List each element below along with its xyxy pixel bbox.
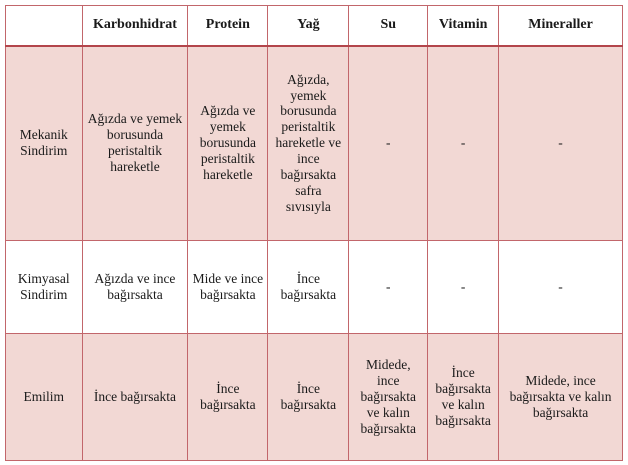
table-row [6,334,623,461]
table-row [6,241,623,334]
cell-kimyasal-yag: İnce bağırsakta [268,241,349,334]
row-label-kimyasal-sindirim: Kimyasal Sindirim [6,241,83,334]
cell-kimyasal-karbonhidrat: Ağızda ve ince bağırsakta [82,241,188,334]
row-label-emilim: Emilim [6,334,83,461]
cell-mekanik-karbonhidrat: Ağızda ve yemek borusunda peristaltik hareketle [82,46,188,241]
row-label-mekanik-sindirim: Mekanik Sindirim [6,46,83,241]
cell-kimyasal-vitamin: - [428,241,499,334]
cell-mekanik-su: - [349,46,428,241]
cell-emilim-vitamin: İnce bağırsakta ve kalın bağırsakta [428,334,499,461]
cell-emilim-mineraller: Midede, ince bağırsakta ve kalın bağırsakta [499,334,623,461]
digestion-table [5,5,623,461]
cell-emilim-protein: İnce bağırsakta [188,334,268,461]
cell-emilim-karbonhidrat: İnce bağırsakta [82,334,188,461]
cell-mekanik-protein: Ağızda ve yemek borusunda peristaltik hareketle [188,46,268,241]
cell-emilim-yag: İnce bağırsakta [268,334,349,461]
cell-emilim-su: Midede, ince bağırsakta ve kalın bağırsakta [349,334,428,461]
header-yag: Yağ [268,6,349,46]
table-header-row [6,6,623,46]
header-mineraller: Mineraller [499,6,623,46]
header-protein: Protein [188,6,268,46]
header-vitamin: Vitamin [428,6,499,46]
cell-mekanik-mineraller: - [499,46,623,241]
cell-kimyasal-mineraller: - [499,241,623,334]
table-container [5,5,623,460]
cell-kimyasal-protein: Mide ve ince bağırsakta [188,241,268,334]
header-su: Su [349,6,428,46]
cell-mekanik-vitamin: - [428,46,499,241]
header-karbonhidrat: Karbonhidrat [82,6,188,46]
header-corner-cell [6,6,83,46]
cell-kimyasal-su: - [349,241,428,334]
table-row [6,46,623,241]
cell-mekanik-yag: Ağızda, yemek borusunda peristaltik hareketle ve ince bağırsakta safra sıvısıyla [268,46,349,241]
